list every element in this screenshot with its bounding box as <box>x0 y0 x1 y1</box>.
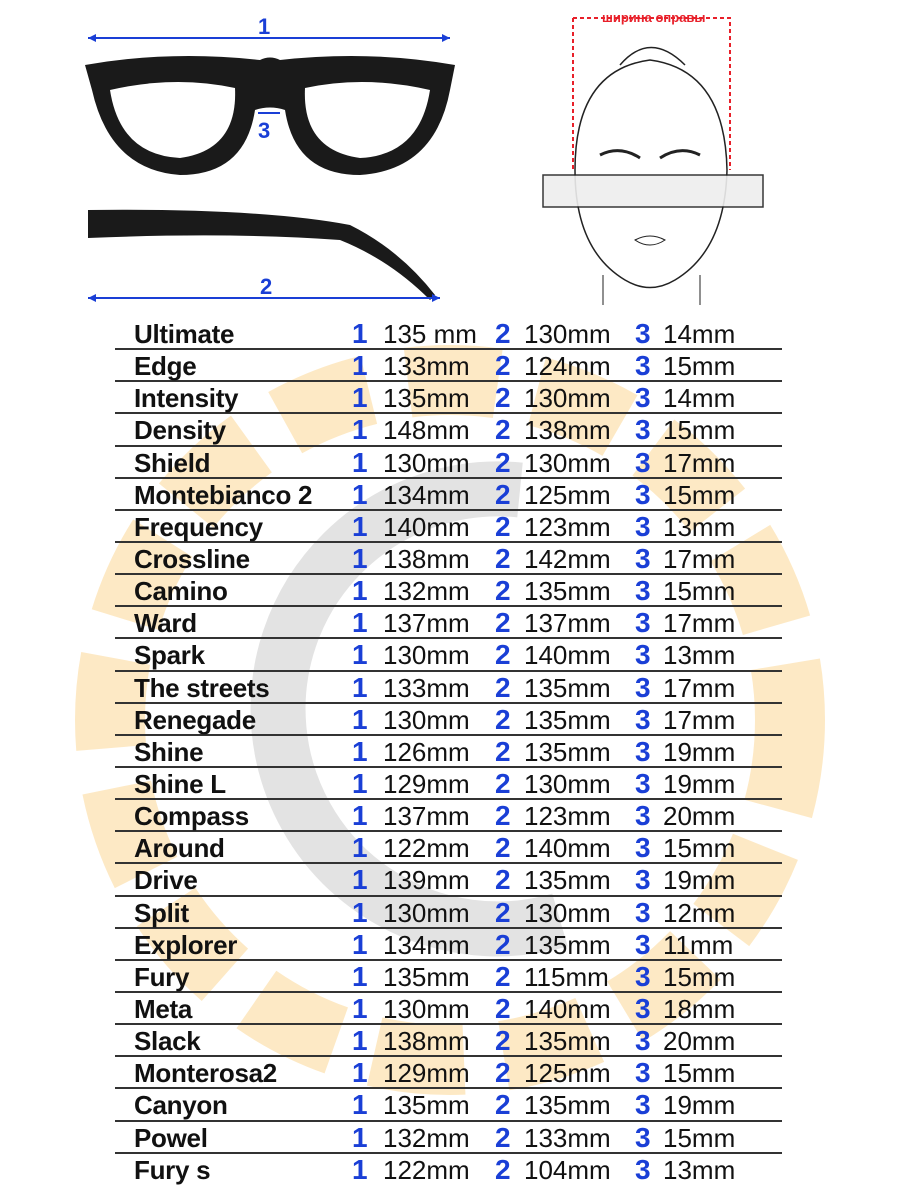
frame-width-value: 130mm <box>383 704 470 735</box>
table-row <box>115 672 782 704</box>
dim-2-marker: 2 <box>495 510 511 542</box>
dim-2-marker: 2 <box>495 607 511 639</box>
dim-1-marker: 1 <box>352 639 368 671</box>
dim-3-marker: 3 <box>635 350 651 382</box>
table-row <box>115 832 782 864</box>
dim-3-marker: 3 <box>635 510 651 542</box>
table-row <box>115 800 782 832</box>
temple-length-value: 123mm <box>524 511 611 542</box>
dim-2-marker: 2 <box>495 992 511 1024</box>
bridge-width-value: 15mm <box>663 351 736 382</box>
dim-3-marker: 3 <box>635 1089 651 1121</box>
dim-1-marker: 1 <box>352 542 368 574</box>
model-name: Meta <box>134 993 193 1024</box>
dim-1-marker: 1 <box>352 1057 368 1089</box>
table-row <box>115 864 782 896</box>
temple-length-value: 135mm <box>524 1026 611 1057</box>
model-name: Edge <box>134 351 197 382</box>
temple-length-value: 125mm <box>524 1058 611 1089</box>
dim-2-marker: 2 <box>495 575 511 607</box>
model-name: Monterosa2 <box>134 1058 277 1089</box>
dim-1-marker: 1 <box>352 607 368 639</box>
dim-2-marker: 2 <box>495 896 511 928</box>
dim-3-marker: 3 <box>635 800 651 832</box>
temple-length-value: 135mm <box>524 865 611 896</box>
dim-3-marker: 3 <box>635 960 651 992</box>
frame-width-value: 130mm <box>383 447 470 478</box>
temple-length-value: 133mm <box>524 1122 611 1153</box>
dim-3-marker: 3 <box>635 832 651 864</box>
dim-2-marker: 2 <box>495 414 511 446</box>
model-name: Fury s <box>134 1154 211 1185</box>
bridge-width-value: 19mm <box>663 1090 736 1121</box>
dim-3-marker: 3 <box>635 1057 651 1089</box>
bridge-width-value: 15mm <box>663 833 736 864</box>
dim-1-marker: 1 <box>352 1121 368 1153</box>
dim-2-marker: 2 <box>495 478 511 510</box>
model-name: The streets <box>134 672 270 703</box>
dim-1-marker: 1 <box>352 928 368 960</box>
temple-length-value: 140mm <box>524 833 611 864</box>
dim-1-marker: 1 <box>352 510 368 542</box>
temple-length-value: 125mm <box>524 479 611 510</box>
model-name: Canyon <box>134 1090 228 1121</box>
dim-2-marker: 2 <box>495 1057 511 1089</box>
temple-length-value: 135mm <box>524 576 611 607</box>
frame-width-value: 134mm <box>383 929 470 960</box>
table-row <box>115 639 782 671</box>
dim-1-marker: 1 <box>352 832 368 864</box>
dim-2-marker: 2 <box>495 639 511 671</box>
frame-width-value: 135mm <box>383 383 470 414</box>
model-name: Compass <box>134 801 249 832</box>
bridge-width-value: 18mm <box>663 993 736 1024</box>
frame-width-value: 129mm <box>383 1058 470 1089</box>
frame-width-label: ширина оправы <box>602 10 706 25</box>
bridge-width-value: 14mm <box>663 383 736 414</box>
dim-3-marker: 3 <box>635 318 651 349</box>
frame-width-value: 135mm <box>383 1090 470 1121</box>
frame-width-value: 139mm <box>383 865 470 896</box>
table-row <box>115 414 782 446</box>
dim-1-marker: 1 <box>352 864 368 896</box>
temple-length-value: 115mm <box>524 961 609 992</box>
dimension-2-label: 2 <box>260 274 273 299</box>
temple-length-value: 135mm <box>524 704 611 735</box>
dim-2-marker: 2 <box>495 703 511 735</box>
dim-1-marker: 1 <box>352 575 368 607</box>
dim-1-marker: 1 <box>352 414 368 446</box>
dim-2-marker: 2 <box>495 1089 511 1121</box>
bridge-width-value: 15mm <box>663 1122 736 1153</box>
bridge-width-value: 17mm <box>663 608 736 639</box>
dim-3-marker: 3 <box>635 864 651 896</box>
frame-width-value: 138mm <box>383 543 470 574</box>
dim-1-marker: 1 <box>352 446 368 478</box>
table-row <box>115 897 782 929</box>
dim-3-marker: 3 <box>635 767 651 799</box>
temple-length-value: 104mm <box>524 1154 611 1185</box>
dim-2-marker: 2 <box>495 542 511 574</box>
table-row <box>115 511 782 543</box>
dim-1-marker: 1 <box>352 767 368 799</box>
table-row <box>115 768 782 800</box>
model-name: Camino <box>134 576 228 607</box>
dim-2-marker: 2 <box>495 735 511 767</box>
bridge-width-value: 12mm <box>663 897 736 928</box>
dim-2-marker: 2 <box>495 1153 511 1185</box>
table-row <box>115 993 782 1025</box>
dim-3-marker: 3 <box>635 575 651 607</box>
dim-2-marker: 2 <box>495 318 511 349</box>
dim-3-marker: 3 <box>635 639 651 671</box>
model-name: Shine L <box>134 768 226 799</box>
temple-length-value: 138mm <box>524 415 611 446</box>
temple-length-value: 137mm <box>524 608 611 639</box>
dim-2-marker: 2 <box>495 1025 511 1057</box>
size-table <box>115 318 782 1186</box>
temple-length-value: 130mm <box>524 897 611 928</box>
bridge-width-value: 19mm <box>663 736 736 767</box>
frame-width-value: 126mm <box>383 736 470 767</box>
temple-length-value: 135mm <box>524 1090 611 1121</box>
bridge-width-value: 11mm <box>663 929 734 960</box>
frame-width-value: 134mm <box>383 479 470 510</box>
model-name: Ultimate <box>134 319 235 349</box>
bridge-width-value: 17mm <box>663 704 736 735</box>
model-name: Slack <box>134 1026 201 1057</box>
table-row <box>115 1122 782 1154</box>
dim-2-marker: 2 <box>495 671 511 703</box>
table-row <box>115 929 782 961</box>
model-name: Spark <box>134 640 205 671</box>
frame-width-value: 138mm <box>383 1026 470 1057</box>
dim-1-marker: 1 <box>352 960 368 992</box>
temple-length-value: 130mm <box>524 383 611 414</box>
dim-2-marker: 2 <box>495 864 511 896</box>
model-name: Montebianco 2 <box>134 479 313 510</box>
bridge-width-value: 13mm <box>663 1154 736 1185</box>
dim-1-marker: 1 <box>352 735 368 767</box>
temple-length-value: 135mm <box>524 672 611 703</box>
dim-1-marker: 1 <box>352 350 368 382</box>
model-name: Ward <box>134 608 197 639</box>
table-row <box>115 1154 782 1186</box>
bridge-width-value: 15mm <box>663 576 736 607</box>
bridge-width-value: 19mm <box>663 768 736 799</box>
bridge-width-value: 20mm <box>663 1026 736 1057</box>
model-name: Shield <box>134 447 211 478</box>
dim-2-marker: 2 <box>495 1121 511 1153</box>
frame-width-value: 130mm <box>383 993 470 1024</box>
temple-length-value: 130mm <box>524 447 611 478</box>
dim-2-marker: 2 <box>495 800 511 832</box>
frame-width-value: 140mm <box>383 511 470 542</box>
dimension-3-label: 3 <box>258 118 271 143</box>
dim-1-marker: 1 <box>352 382 368 414</box>
frame-width-value: 122mm <box>383 1154 470 1185</box>
model-name: Drive <box>134 865 198 896</box>
temple-length-value: 135mm <box>524 736 611 767</box>
table-row <box>115 479 782 511</box>
dim-2-marker: 2 <box>495 446 511 478</box>
dimension-1-label: 1 <box>258 14 271 39</box>
frame-width-value: 132mm <box>383 576 470 607</box>
dim-1-marker: 1 <box>352 671 368 703</box>
table-row <box>115 543 782 575</box>
dim-2-marker: 2 <box>495 928 511 960</box>
table-row <box>115 382 782 414</box>
temple-length-value: 142mm <box>524 543 611 574</box>
frame-width-value: 135mm <box>383 961 470 992</box>
frame-width-value: 133mm <box>383 672 470 703</box>
dim-2-marker: 2 <box>495 960 511 992</box>
temple-length-value: 140mm <box>524 640 611 671</box>
temple-length-value: 123mm <box>524 801 611 832</box>
temple-length-value: 130mm <box>524 768 611 799</box>
dim-1-marker: 1 <box>352 1025 368 1057</box>
table-row <box>115 1025 782 1057</box>
model-name: Crossline <box>134 543 250 574</box>
dim-3-marker: 3 <box>635 671 651 703</box>
table-row <box>115 961 782 993</box>
model-name: Explorer <box>134 929 238 960</box>
model-name: Intensity <box>134 383 239 414</box>
dim-1-marker: 1 <box>352 992 368 1024</box>
frame-width-value: 129mm <box>383 768 470 799</box>
bridge-width-value: 17mm <box>663 672 736 703</box>
frame-width-value: 137mm <box>383 801 470 832</box>
dim-1-marker: 1 <box>352 1089 368 1121</box>
model-name: Renegade <box>134 704 256 735</box>
dim-2-marker: 2 <box>495 382 511 414</box>
dim-3-marker: 3 <box>635 896 651 928</box>
dim-3-marker: 3 <box>635 735 651 767</box>
frame-width-value: 130mm <box>383 897 470 928</box>
bridge-width-value: 19mm <box>663 865 736 896</box>
frame-width-value: 130mm <box>383 640 470 671</box>
dim-3-marker: 3 <box>635 542 651 574</box>
dim-2-marker: 2 <box>495 350 511 382</box>
bridge-width-value: 15mm <box>663 415 736 446</box>
dim-2-marker: 2 <box>495 767 511 799</box>
bridge-width-value: 15mm <box>663 961 736 992</box>
table-row <box>115 1089 782 1121</box>
dim-3-marker: 3 <box>635 382 651 414</box>
dim-3-marker: 3 <box>635 446 651 478</box>
frame-width-value: 135 mm <box>383 319 477 349</box>
dim-1-marker: 1 <box>352 896 368 928</box>
table-row <box>115 575 782 607</box>
dim-1-marker: 1 <box>352 478 368 510</box>
face-ruler-illustration <box>535 10 775 305</box>
dim-3-marker: 3 <box>635 414 651 446</box>
table-row <box>115 1057 782 1089</box>
frame-width-value: 133mm <box>383 351 470 382</box>
model-name: Powel <box>134 1122 208 1153</box>
table-row <box>115 318 782 350</box>
bridge-width-value: 15mm <box>663 479 736 510</box>
table-row <box>115 350 782 382</box>
model-name: Shine <box>134 736 204 767</box>
table-row <box>115 607 782 639</box>
dim-1-marker: 1 <box>352 800 368 832</box>
temple-length-value: 130mm <box>524 319 611 349</box>
dim-2-marker: 2 <box>495 832 511 864</box>
dim-1-marker: 1 <box>352 1153 368 1185</box>
dim-3-marker: 3 <box>635 1025 651 1057</box>
bridge-width-value: 15mm <box>663 1058 736 1089</box>
dim-1-marker: 1 <box>352 703 368 735</box>
model-name: Density <box>134 415 226 446</box>
temple-length-value: 135mm <box>524 929 611 960</box>
dim-3-marker: 3 <box>635 1153 651 1185</box>
dim-3-marker: 3 <box>635 992 651 1024</box>
temple-length-value: 140mm <box>524 993 611 1024</box>
frame-width-value: 122mm <box>383 833 470 864</box>
dim-3-marker: 3 <box>635 1121 651 1153</box>
frame-width-value: 132mm <box>383 1122 470 1153</box>
temple-length-value: 124mm <box>524 351 611 382</box>
table-row <box>115 736 782 768</box>
frame-width-value: 137mm <box>383 608 470 639</box>
dim-3-marker: 3 <box>635 607 651 639</box>
model-name: Fury <box>134 961 190 992</box>
bridge-width-value: 20mm <box>663 801 736 832</box>
dim-1-marker: 1 <box>352 318 368 349</box>
frame-width-value: 148mm <box>383 415 470 446</box>
glasses-diagram <box>80 10 460 310</box>
bridge-width-value: 13mm <box>663 511 736 542</box>
dim-3-marker: 3 <box>635 703 651 735</box>
dim-3-marker: 3 <box>635 478 651 510</box>
dim-3-marker: 3 <box>635 928 651 960</box>
bridge-width-value: 17mm <box>663 543 736 574</box>
model-name: Split <box>134 897 189 928</box>
table-row <box>115 704 782 736</box>
bridge-width-value: 14mm <box>663 319 736 349</box>
bridge-width-value: 13mm <box>663 640 736 671</box>
model-name: Around <box>134 833 225 864</box>
bridge-width-value: 17mm <box>663 447 736 478</box>
table-row <box>115 447 782 479</box>
model-name: Frequency <box>134 511 263 542</box>
